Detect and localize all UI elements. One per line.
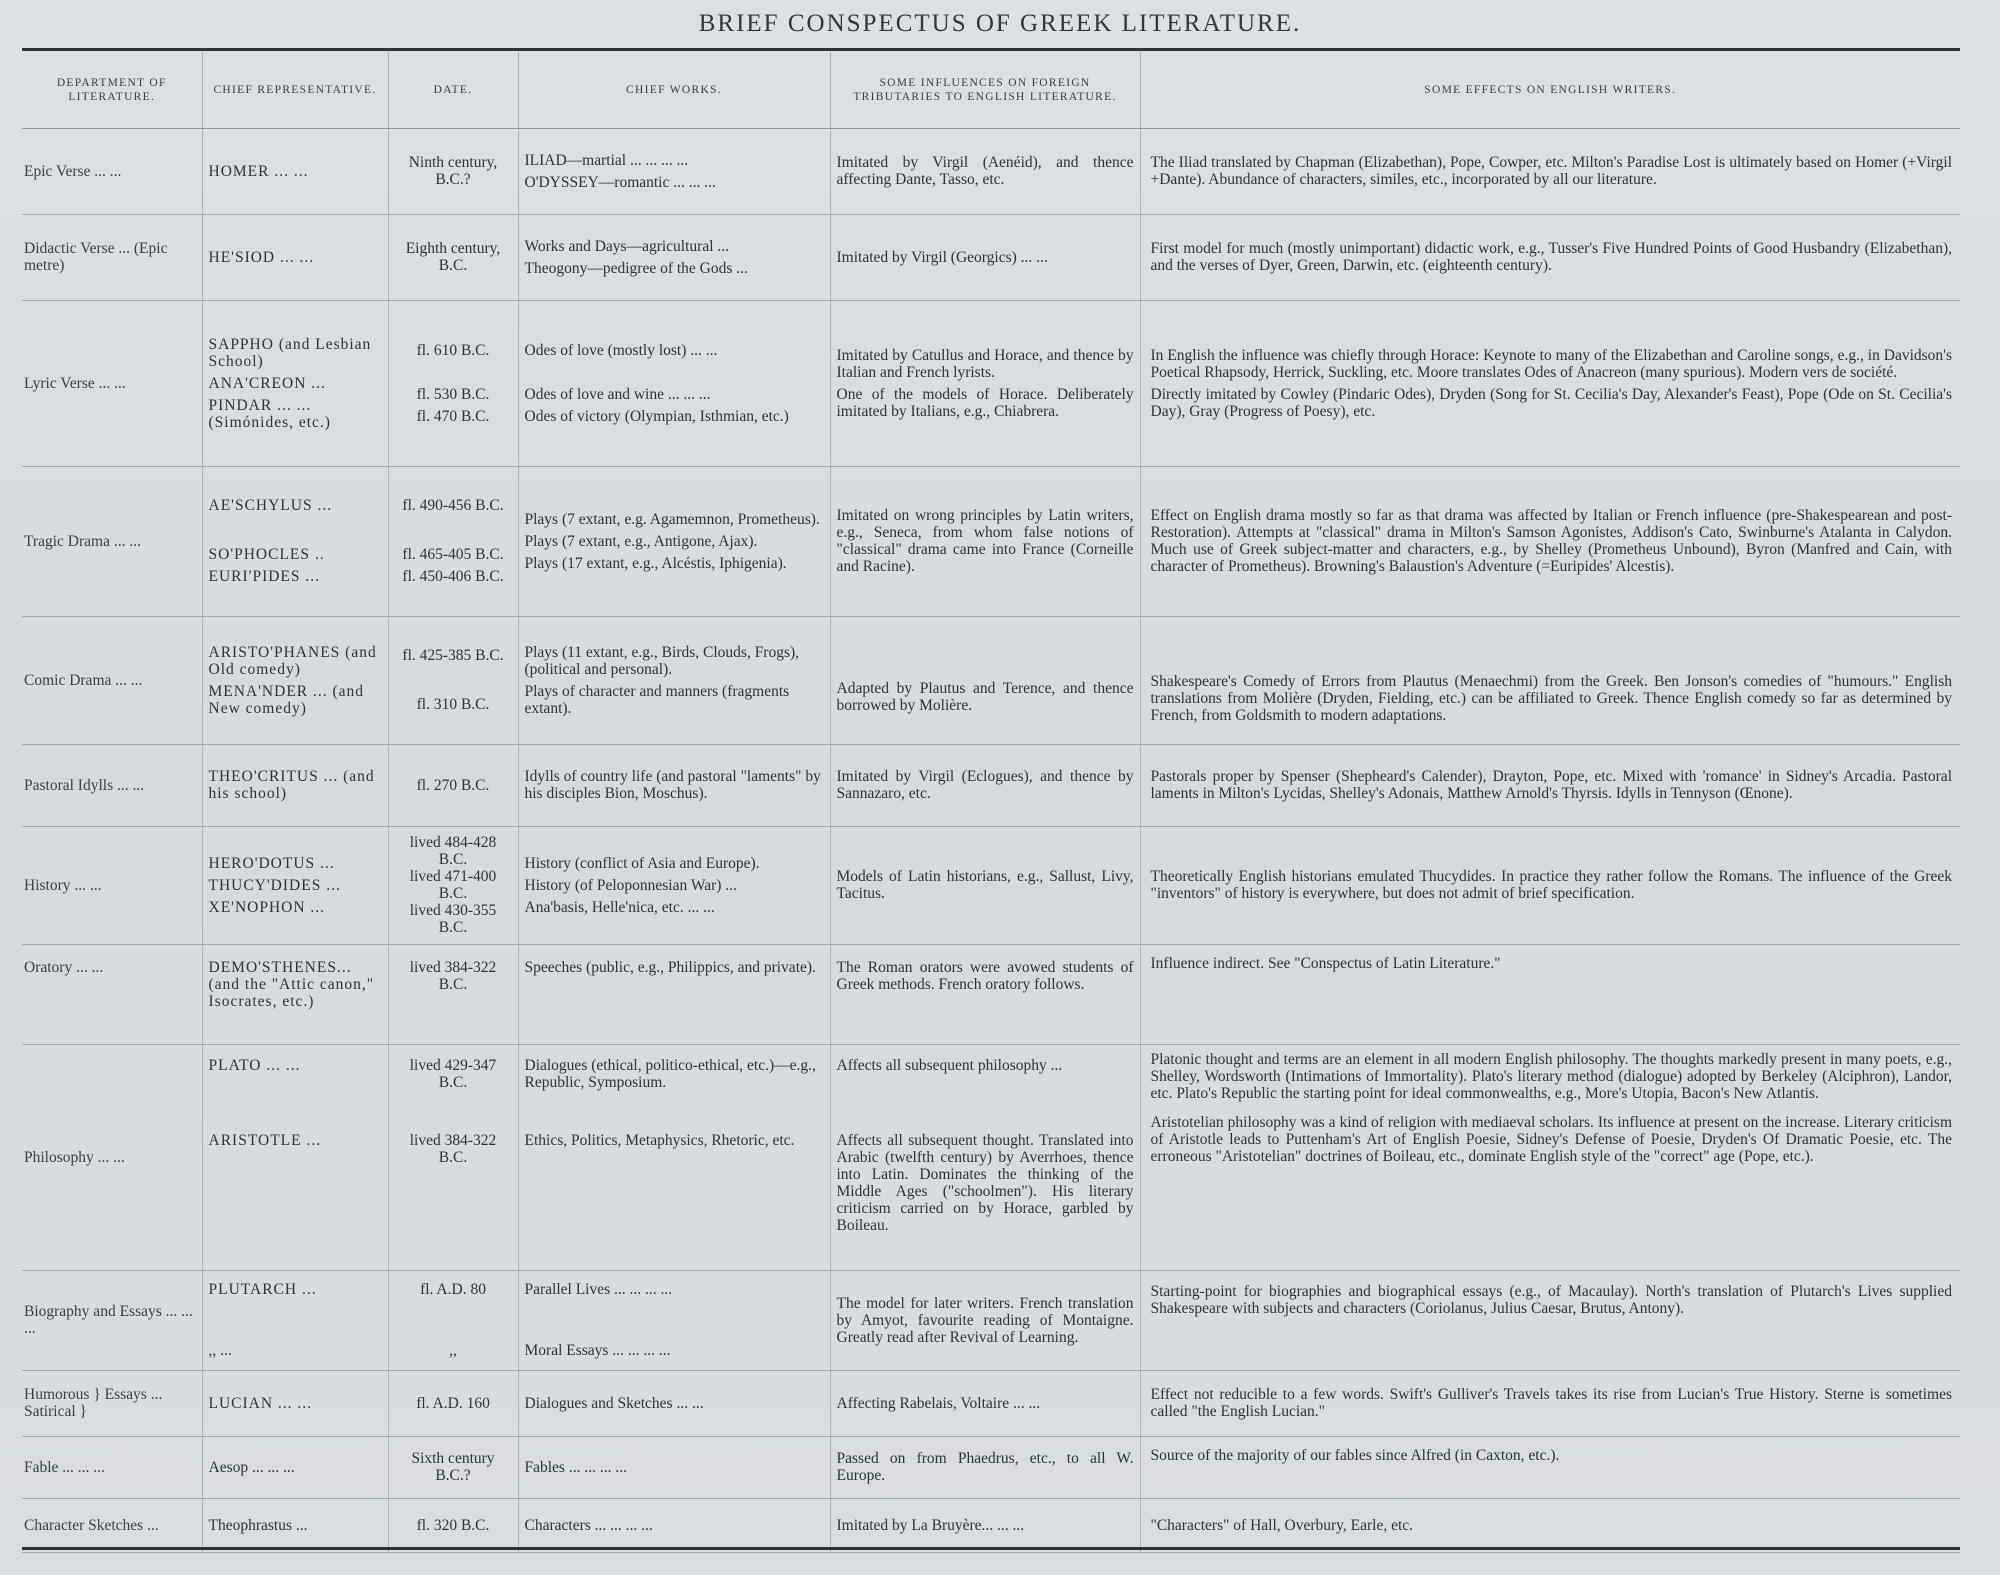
department-cell: Oratory ... ... bbox=[24, 958, 104, 976]
date-cell: fl. 425-385 B.C. fl. 310 B.C. bbox=[388, 616, 518, 744]
table-row bbox=[22, 616, 1960, 744]
conspectus-table bbox=[22, 52, 1960, 1553]
representative-cell: LUCIAN ... ... bbox=[202, 1370, 388, 1436]
works-cell: Dialogues and Sketches ... ... bbox=[518, 1370, 830, 1436]
works-cell: Fables ... ... ... ... bbox=[518, 1436, 830, 1498]
representative-cell: HERO'DOTUS ... THUCY'DIDES ... XE'NOPHON ... bbox=[202, 826, 388, 944]
effects-cell: "Characters" of Hall, Overbury, Earle, etc. bbox=[1140, 1498, 1960, 1552]
works-cell: Works and Days—agricultural ... Theogony—pedigree of the Gods ... bbox=[518, 214, 830, 300]
department-cell: History ... ... bbox=[24, 876, 102, 894]
department-cell: Lyric Verse ... ... bbox=[24, 374, 126, 392]
table-row bbox=[22, 1436, 1960, 1498]
influences-cell: Imitated on wrong principles by Latin writers, e.g., Seneca, from whom false notions of "classical" drama came into France (Corneille and Racine). bbox=[830, 466, 1140, 616]
department-cell: Philosophy ... ... bbox=[24, 1148, 125, 1166]
date-cell: lived 384-322 B.C. bbox=[388, 944, 518, 1044]
works-cell: Dialogues (ethical, politico-ethical, etc.)—e.g., Republic, Symposium. Ethics, Politics, Metaphysics, Rhetoric, etc. bbox=[518, 1044, 830, 1270]
bottom-rule bbox=[22, 1547, 1960, 1550]
effects-cell: Effect not reducible to a few words. Swift's Gulliver's Travels takes its rise from Lucian's True History. Sterne is sometimes called "the English Lucian." bbox=[1140, 1370, 1960, 1436]
header-representative: CHIEF REPRESENTATIVE. bbox=[202, 52, 388, 128]
table-row bbox=[22, 744, 1960, 826]
table-row bbox=[22, 826, 1960, 944]
works-cell: History (conflict of Asia and Europe). History (of Peloponnesian War) ... Ana'basis, Helle'nica, etc. ... ... bbox=[518, 826, 830, 944]
influences-cell: Models of Latin historians, e.g., Sallust, Livy, Tacitus. bbox=[830, 826, 1140, 944]
date-cell: lived 484-428 B.C. lived 471-400 B.C. lived 430-355 B.C. bbox=[388, 826, 518, 944]
influences-cell: The model for later writers. French translation by Amyot, favourite reading of Montaigne. Greatly read after Revival of Learning. bbox=[830, 1270, 1140, 1370]
header-department: DEPARTMENT OF LITERATURE. bbox=[22, 52, 202, 128]
effects-cell: Source of the majority of our fables since Alfred (in Caxton, etc.). bbox=[1140, 1436, 1960, 1498]
influences-cell: Imitated by Virgil (Aenéid), and thence affecting Dante, Tasso, etc. bbox=[830, 128, 1140, 214]
date-cell: lived 429-347 B.C. lived 384-322 B.C. bbox=[388, 1044, 518, 1270]
department-cell: Comic Drama ... ... bbox=[24, 671, 143, 689]
header-effects: SOME EFFECTS ON ENGLISH WRITERS. bbox=[1140, 52, 1960, 128]
department-cell: Humorous } Essays ... Satirical } bbox=[24, 1386, 163, 1420]
department-cell: Pastoral Idylls ... ... bbox=[24, 776, 145, 794]
influences-cell: Affecting Rabelais, Voltaire ... ... bbox=[830, 1370, 1140, 1436]
effects-cell: The Iliad translated by Chapman (Elizabethan), Pope, Cowper, etc. Milton's Paradise Lost is ultimately based on Homer (+Virgil +Dante). Abundance of characters, similes, etc., incorporated by all our literature. bbox=[1140, 128, 1960, 214]
effects-cell: Influence indirect. See "Conspectus of Latin Literature." bbox=[1140, 944, 1960, 1044]
representative-cell: DEMO'STHENES... (and the "Attic canon," Isocrates, etc.) bbox=[202, 944, 388, 1044]
effects-cell: Effect on English drama mostly so far as that drama was affected by Italian or French influence (pre-Shakespearean and post-Restoration). Attempts at "classical" drama in Milton's Samson Agonistes, Addison's Cato, Swinburne's Atalanta in Calydon. Much use of Greek subject-matter and characters, e.g., by Shelley (Prometheus Unbound), Byron (Manfred and Cain, with character of Prometheus). Browning's Balaustion's Adventure (=Euripides' Alcestis). bbox=[1140, 466, 1960, 616]
department-cell: Character Sketches ... bbox=[24, 1516, 159, 1534]
date-cell: fl. 270 B.C. bbox=[388, 744, 518, 826]
representative-cell: PLATO ... ... ARISTOTLE ... bbox=[202, 1044, 388, 1270]
date-cell: Ninth century, B.C.? bbox=[388, 128, 518, 214]
works-cell: Odes of love (mostly lost) ... ... Odes of love and wine ... ... ... Odes of victory (Olympian, Isthmian, etc.) bbox=[518, 300, 830, 466]
works-cell: Parallel Lives ... ... ... ... Moral Essays ... ... ... ... bbox=[518, 1270, 830, 1370]
date-cell: fl. 490-456 B.C. fl. 465-405 B.C. fl. 450-406 B.C. bbox=[388, 466, 518, 616]
effects-cell: In English the influence was chiefly through Horace: Keynote to many of the Elizabethan and Caroline songs, e.g., in Davidson's Poetical Rhapsody, Herrick, Suckling, etc. Moore translates Odes of Anacreon (many spurious). Modern vers de société. Directly imitated by Cowley (Pindaric Odes), Dryden (Song for St. Cecilia's Day, Alexander's Feast), Pope (Ode on St. Cecilia's Day), Gray (Progress of Poesy), etc. bbox=[1140, 300, 1960, 466]
works-cell: Plays (7 extant, e.g. Agamemnon, Prometheus). Plays (7 extant, e.g., Antigone, Ajax). Plays (17 extant, e.g., Alcéstis, Iphigenia). bbox=[518, 466, 830, 616]
effects-cell: Pastorals proper by Spenser (Shepheard's Calender), Drayton, Pope, etc. Mixed with 'romance' in Sidney's Arcadia. Pastoral laments in Milton's Lycidas, Shelley's Adonais, Matthew Arnold's Thyrsis. Idylls in Tennyson (Œnone). bbox=[1140, 744, 1960, 826]
influences-cell: Imitated by Virgil (Eclogues), and thence by Sannazaro, etc. bbox=[830, 744, 1140, 826]
table-row bbox=[22, 300, 1960, 466]
table-row bbox=[22, 128, 1960, 214]
header-date: DATE. bbox=[388, 52, 518, 128]
table-row bbox=[22, 214, 1960, 300]
header-works: CHIEF WORKS. bbox=[518, 52, 830, 128]
works-cell: Idylls of country life (and pastoral "laments" by his disciples Bion, Moschus). bbox=[518, 744, 830, 826]
date-cell: fl. A.D. 160 bbox=[388, 1370, 518, 1436]
date-cell: fl. 610 B.C. fl. 530 B.C. fl. 470 B.C. bbox=[388, 300, 518, 466]
works-cell: Speeches (public, e.g., Philippics, and private). bbox=[518, 944, 830, 1044]
influences-cell: The Roman orators were avowed students of Greek methods. French oratory follows. bbox=[830, 944, 1140, 1044]
table-row bbox=[22, 1370, 1960, 1436]
department-cell: Biography and Essays ... ... ... bbox=[24, 1303, 193, 1337]
header-influences: SOME INFLUENCES ON FOREIGN TRIBUTARIES TO ENGLISH LITERATURE. bbox=[830, 52, 1140, 128]
influences-cell: Passed on from Phaedrus, etc., to all W. Europe. bbox=[830, 1436, 1140, 1498]
representative-cell: AE'SCHYLUS ... SO'PHOCLES .. EURI'PIDES ... bbox=[202, 466, 388, 616]
top-rule bbox=[22, 48, 1960, 51]
department-cell: Tragic Drama ... ... bbox=[24, 532, 141, 550]
table-row bbox=[22, 1270, 1960, 1370]
department-cell: Fable ... ... ... bbox=[24, 1458, 105, 1476]
representative-cell: ARISTO'PHANES (and Old comedy) MENA'NDER ... (and New comedy) bbox=[202, 616, 388, 744]
representative-cell: HOMER ... ... bbox=[202, 128, 388, 214]
representative-cell: Aesop ... ... ... bbox=[202, 1436, 388, 1498]
works-cell: Characters ... ... ... ... bbox=[518, 1498, 830, 1552]
influences-cell: Adapted by Plautus and Terence, and thence borrowed by Molière. bbox=[830, 616, 1140, 744]
representative-cell: THEO'CRITUS ... (and his school) bbox=[202, 744, 388, 826]
department-cell: Didactic Verse ... (Epic metre) bbox=[24, 240, 168, 274]
representative-cell: PLUTARCH ... ,, ... bbox=[202, 1270, 388, 1370]
effects-cell: Theoretically English historians emulated Thucydides. In practice they rather follow the Romans. The influence of the Greek "inventors" of history is everywhere, but does not admit of brief specification. bbox=[1140, 826, 1960, 944]
representative-cell: HE'SIOD ... ... bbox=[202, 214, 388, 300]
representative-cell: Theophrastus ... bbox=[202, 1498, 388, 1552]
works-cell: ILIAD—martial ... ... ... ... O'DYSSEY—romantic ... ... ... bbox=[518, 128, 830, 214]
table-row bbox=[22, 1044, 1960, 1270]
effects-cell: Platonic thought and terms are an element in all modern English philosophy. The thoughts markedly present in many poets, e.g., Shelley, Wordsworth (Intimations of Immortality). Plato's literary method (dialogue) adopted by Berkeley (Alciphron), Landor, etc. Plato's Republic the starting point for ideal commonwealths, e.g., More's Utopia, Bacon's New Atlantis. Aristotelian philosophy was a kind of religion with mediaeval scholars. Its influence at present on the increase. Literary criticism of Aristotle leads to Puttenham's Art of English Poesie, Sidney's Defense of Poesie, Dryden's Of Dramatic Poesie, etc. The erroneous "Aristotelian" doctrines of Boileau, etc., dominate English style of the "correct" age (Pope, etc.). bbox=[1140, 1044, 1960, 1270]
effects-cell: Starting-point for biographies and biographical essays (e.g., of Macaulay). North's translation of Plutarch's Lives supplied Shakespeare with subjects and characters (Coriolanus, Julius Caesar, Brutus, Antony). bbox=[1140, 1270, 1960, 1370]
page-title: BRIEF CONSPECTUS OF GREEK LITERATURE. bbox=[698, 10, 1302, 37]
influences-cell: Imitated by La Bruyère... ... ... bbox=[830, 1498, 1140, 1552]
date-cell: Eighth century, B.C. bbox=[388, 214, 518, 300]
influences-cell: Affects all subsequent philosophy ... Affects all subsequent thought. Translated into Arabic (twelfth century) by Averrhoes, thence into Latin. Dominates the thinking of the Middle Ages ("schoolmen"). His literary criticism carried on by Horace, garbled by Boileau. bbox=[830, 1044, 1140, 1270]
works-cell: Plays (11 extant, e.g., Birds, Clouds, Frogs), (political and personal). Plays of character and manners (fragments extant). bbox=[518, 616, 830, 744]
influences-cell: Imitated by Catullus and Horace, and thence by Italian and French lyrists. One of the models of Horace. Deliberately imitated by Italians, e.g., Chiabrera. bbox=[830, 300, 1140, 466]
department-cell: Epic Verse ... ... bbox=[24, 162, 122, 180]
table-row bbox=[22, 466, 1960, 616]
effects-cell: Shakespeare's Comedy of Errors from Plautus (Menaechmi) from the Greek. Ben Jonson's comedies of "humours." English translations from Molière (Dryden, Fielding, etc.) can be affiliated to Greek. Thence English comedy so far as determined by French, from Goldsmith to modern adaptations. bbox=[1140, 616, 1960, 744]
date-cell: fl. 320 B.C. bbox=[388, 1498, 518, 1552]
representative-cell: SAPPHO (and Lesbian School) ANA'CREON ... PINDAR ... ... (Simónides, etc.) bbox=[202, 300, 388, 466]
influences-cell: Imitated by Virgil (Georgics) ... ... bbox=[830, 214, 1140, 300]
effects-cell: First model for much (mostly unimportant) didactic work, e.g., Tusser's Five Hundred Points of Good Husbandry (Elizabethan), and the verses of Dyer, Green, Darwin, etc. (eighteenth century). bbox=[1140, 214, 1960, 300]
date-cell: fl. A.D. 80 ,, bbox=[388, 1270, 518, 1370]
date-cell: Sixth century B.C.? bbox=[388, 1436, 518, 1498]
table-row bbox=[22, 1498, 1960, 1552]
table-row bbox=[22, 944, 1960, 1044]
